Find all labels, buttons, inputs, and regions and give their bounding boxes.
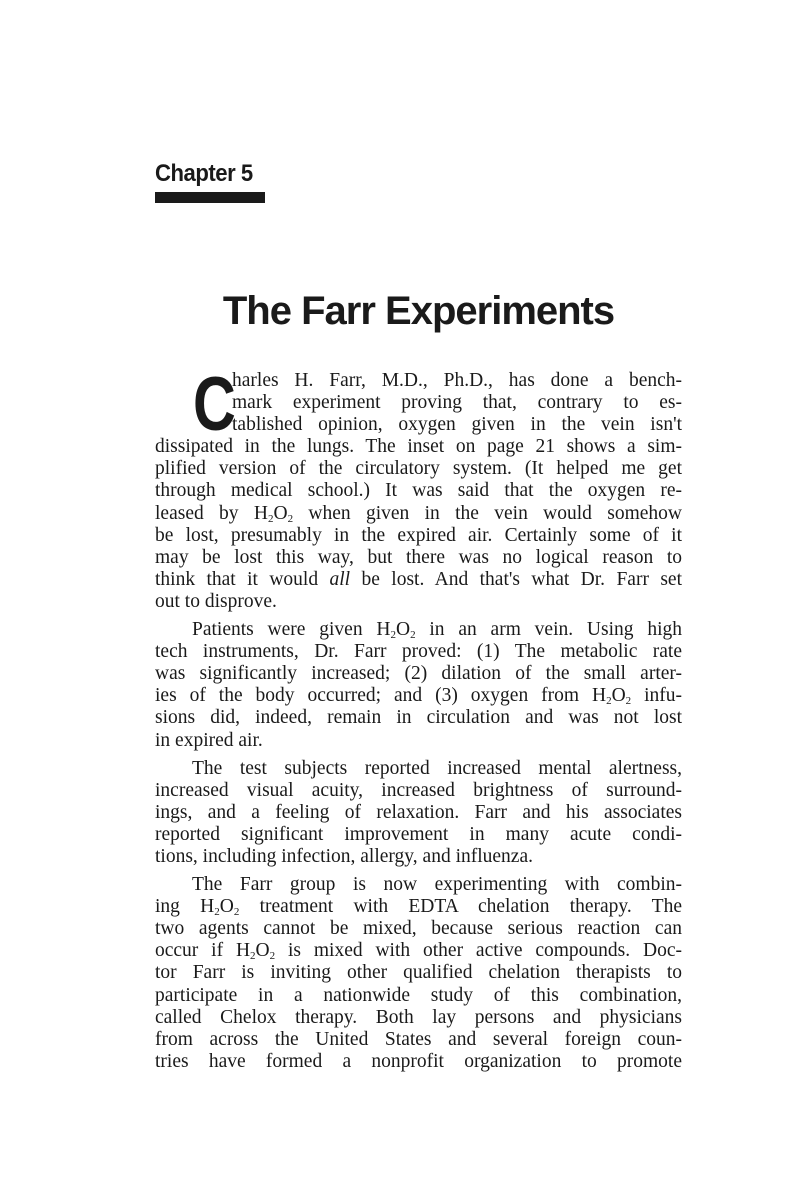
chapter-rule: [155, 192, 265, 203]
text-line: think that it would all be lost. And that's what Dr. Farr set: [155, 568, 682, 590]
text-line: The test subjects reported increased mental alertness,: [192, 757, 682, 779]
text-line: tions, including infection, allergy, and influenza.: [155, 845, 533, 867]
text-line: Patients were given $H_2O_2$ in an arm vein. Using high: [192, 619, 682, 642]
text-line: plified version of the circulatory system. (It helped me get: [155, 458, 682, 480]
text-line: called Chelox therapy. Both lay persons and physicians: [155, 1006, 682, 1028]
text-line: tablished opinion, oxygen given in the vein isn't: [232, 414, 682, 436]
text-line: two agents cannot be mixed, because serious reaction can: [155, 918, 682, 940]
text-line: leased by $H_2O_2$ when given in the vein would somehow: [155, 502, 682, 525]
text-line: may be lost this way, but there was no logical reason to: [155, 546, 682, 568]
chapter-title: The Farr Experiments: [222, 289, 615, 333]
paragraph-1: [155, 362, 682, 613]
chapter-body: [155, 362, 682, 1079]
text-line: from across the United States and several foreign coun-: [155, 1028, 682, 1050]
text-line: reported significant improvement in many acute condi-: [155, 823, 682, 845]
text-line: increased visual acuity, increased brightness of surround-: [155, 779, 682, 801]
text-line: dissipated in the lungs. The inset on page 21 shows a sim-: [155, 436, 682, 458]
text-line: in expired air.: [155, 729, 263, 751]
text-line: The Farr group is now experimenting with combin-: [192, 874, 682, 896]
text-line: participate in a nationwide study of this combination,: [155, 984, 682, 1006]
drop-cap: C: [193, 362, 236, 447]
text-line: ings, and a feeling of relaxation. Farr and his associates: [155, 801, 682, 823]
text-line: tech instruments, Dr. Farr proved: (1) The metabolic rate: [155, 641, 682, 663]
text-line: tor Farr is inviting other qualified chelation therapists to: [155, 962, 682, 984]
text-line: ies of the body occurred; and (3) oxygen from $H_2O_2$ infu-: [155, 685, 682, 708]
text-line: ing $H_2O_2$ treatment with EDTA chelation therapy. The: [155, 896, 682, 919]
text-line: sions did, indeed, remain in circulation and was not lost: [155, 707, 682, 729]
paragraph-4: [155, 874, 682, 1073]
text-line: tries have formed a nonprofit organization to promote: [155, 1050, 682, 1072]
text-line: harles H. Farr, M.D., Ph.D., has done a bench-: [232, 370, 682, 391]
paragraph-2: [155, 619, 682, 752]
text-line: be lost, presumably in the expired air. Certainly some of it: [155, 524, 682, 546]
text-line: occur if $H_2O_2$ is mixed with other active compounds. Doc-: [155, 940, 682, 963]
text-line: was significantly increased; (2) dilation of the small arter-: [155, 663, 682, 685]
text-line: mark experiment proving that, contrary to es-: [232, 392, 682, 414]
text-line: through medical school.) It was said that the oxygen re-: [155, 480, 682, 502]
text-line: out to disprove.: [155, 590, 277, 612]
paragraph-3: [155, 758, 682, 868]
chapter-label: Chapter 5: [155, 160, 253, 187]
